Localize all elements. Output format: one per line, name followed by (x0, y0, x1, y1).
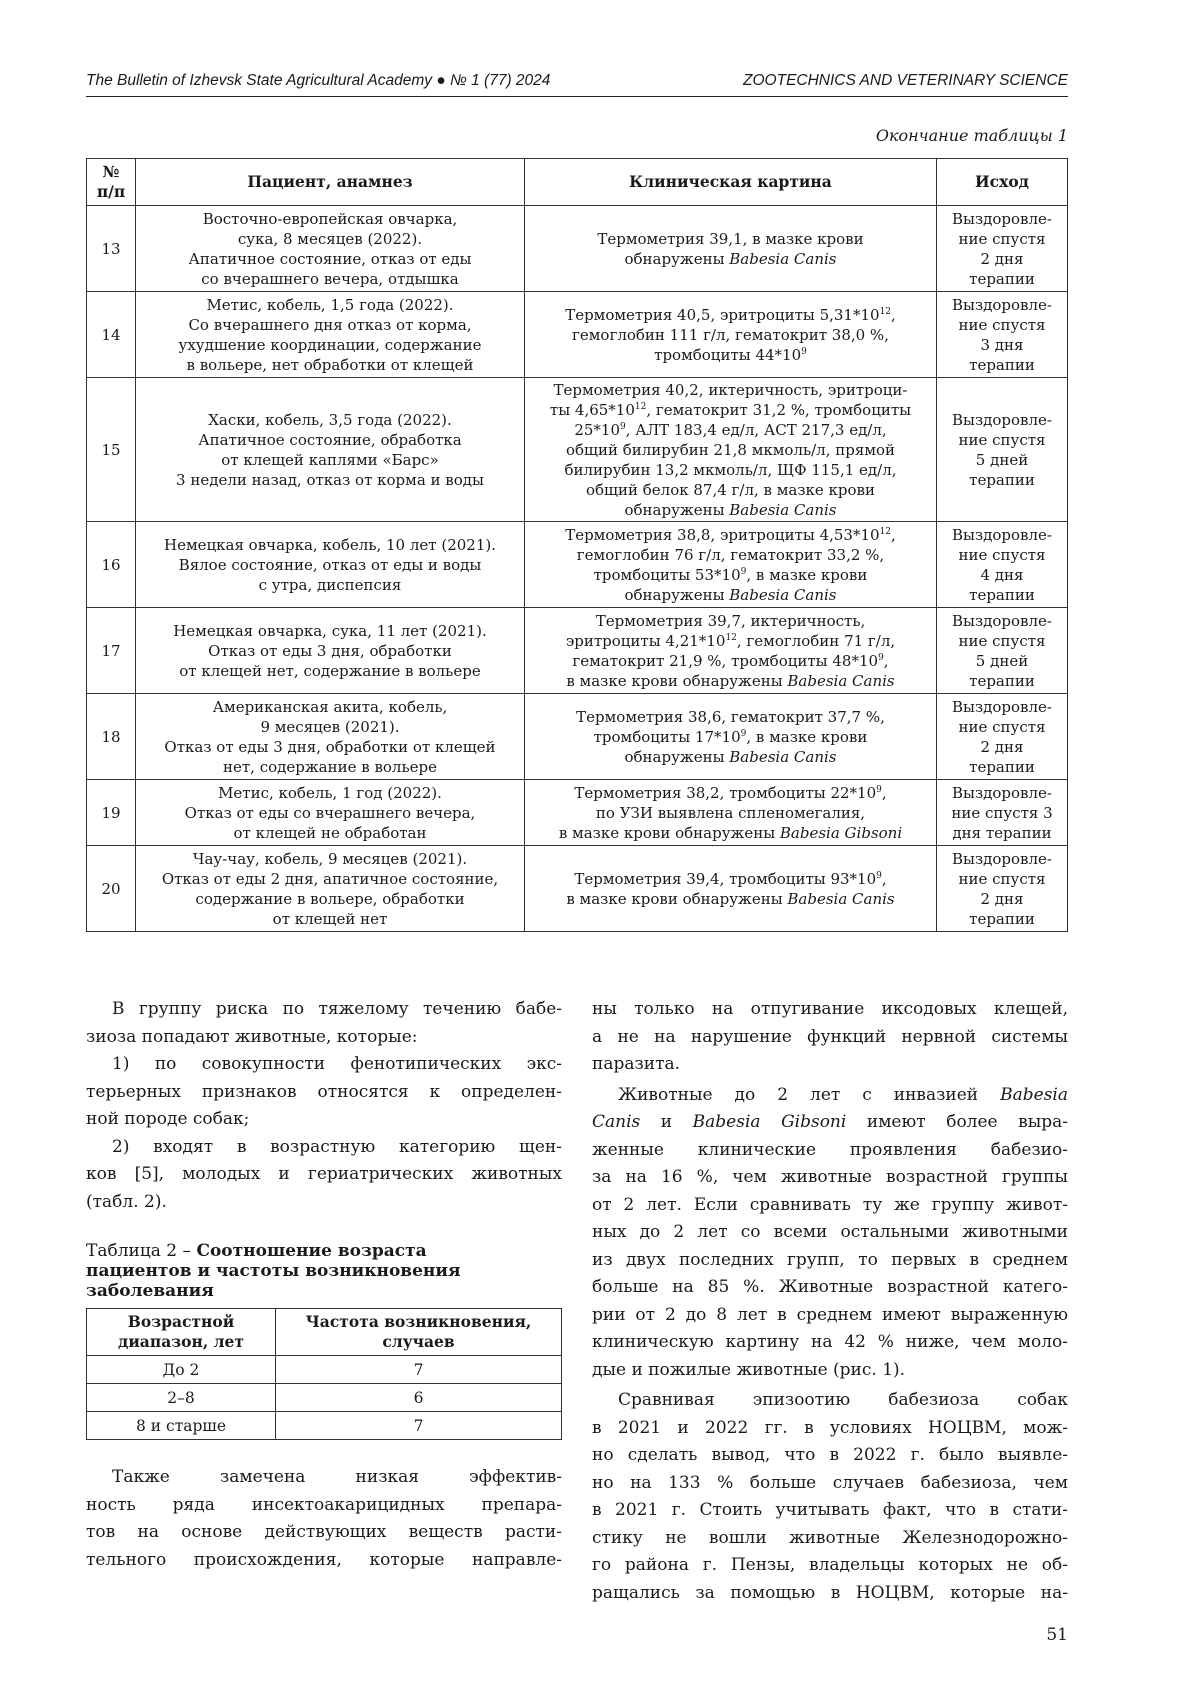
patient-cell (136, 378, 525, 522)
cell-line: $25*10^9$, АЛТ 183,4 ед/л, АСТ 217,3 ед/л, (574, 420, 887, 439)
text-line: но сделать вывод, что в 2022 г. было выявле- (592, 1445, 1068, 1465)
text-line: а не на нарушение функций нервной системы (592, 1026, 1068, 1047)
caption-title-line: пациентов и частоты возникновения (86, 1261, 461, 1281)
row-number: 14 (87, 292, 136, 378)
text-line: В группу риска по тяжелому течению бабе- (112, 999, 562, 1019)
cell-line: Выздоровле- (952, 295, 1052, 314)
cell-line: Выздоровле- (952, 209, 1052, 228)
age-range-cell: 8 и старше (87, 1412, 276, 1440)
cell-line: от клещей каплями «Барс» (221, 450, 439, 469)
cell-line: Вялое состояние, отказ от еды и воды (178, 555, 482, 574)
cell-line: Метис, кобель, 1 год (2022). (218, 783, 442, 802)
cell-line: терапии (969, 269, 1035, 288)
patient-cell (136, 292, 525, 378)
text-line: го района г. Пензы, владельцы которых не об- (592, 1555, 1068, 1575)
text-line: от 2 лет. Если сравнивать ту же группу живот- (592, 1194, 1068, 1215)
cell-line: в мазке крови обнаружены Babesia Canis (566, 671, 895, 690)
cell-line: сука, 8 месяцев (2022). (237, 229, 423, 248)
journal-title: The Bulletin of Izhevsk State Agricultural Academy ● № 1 (77) 2024 (86, 72, 551, 89)
outcome-cell (937, 780, 1068, 846)
cell-line: ние спустя (958, 717, 1046, 736)
clinical-cell (525, 846, 937, 932)
table-row (87, 780, 1068, 846)
cell-line: ние спустя (958, 869, 1046, 888)
cell-line: Отказ от еды 3 дня, обработки от клещей (164, 737, 496, 756)
cell-line: тромбоциты $44*10^9$ (654, 345, 807, 364)
text-line: клиническую картину на 42 % ниже, чем моло- (592, 1332, 1068, 1352)
text-line: Также замечена низкая эффектив- (112, 1467, 562, 1487)
clinical-cell (525, 522, 937, 608)
cell-line: общий белок 87,4 г/л, в мазке крови (586, 480, 875, 499)
cell-line: 4 дня (980, 565, 1024, 584)
cell-line: обнаружены Babesia Canis (624, 500, 837, 519)
cell-line: Американская акита, кобель, (212, 697, 448, 716)
text-line: в 2021 и 2022 гг. в условиях НОЦВМ, мож- (592, 1417, 1068, 1438)
text-line: тельного происхождения, которые направле- (86, 1549, 562, 1570)
text-line: (табл. 2). (86, 1191, 167, 1212)
cell-line: 5 дней (975, 651, 1029, 670)
cell-line: Со вчерашнего дня отказ от корма, (188, 315, 472, 334)
outcome-cell (937, 846, 1068, 932)
age-range-cell: 2–8 (87, 1384, 276, 1412)
text-line: 1) по совокупности фенотипических экс- (112, 1054, 562, 1074)
cell-line: Восточно-европейская овчарка, (202, 209, 458, 228)
cell-line: Немецкая овчарка, кобель, 10 лет (2021). (163, 535, 496, 554)
row-number: 17 (87, 608, 136, 694)
cell-line: содержание в вольере, обработки (195, 889, 465, 908)
row-number: 19 (87, 780, 136, 846)
cell-line: 3 недели назад, отказ от корма и воды (176, 470, 484, 489)
cell-line: Термометрия 40,2, иктеричность, эритроци- (553, 380, 908, 399)
row-number: 15 (87, 378, 136, 522)
table-row (87, 608, 1068, 694)
patient-cell (136, 780, 525, 846)
cell-line: в вольере, нет обработки от клещей (186, 355, 474, 374)
cell-line: терапии (969, 470, 1035, 489)
clinical-cell (525, 206, 937, 292)
cell-line: Термометрия 38,8, эритроциты $4,53*10^{12}$, (565, 525, 896, 544)
cell-line: гемоглобин 76 г/л, гематокрит 33,2 %, (576, 545, 885, 564)
cell-line: тромбоциты $53*10^9$, в мазке крови (593, 565, 868, 584)
clinical-cell (525, 694, 937, 780)
row-number: 13 (87, 206, 136, 292)
text-line: Животные до 2 лет с инвазией Babesia (618, 1084, 1068, 1105)
paragraph-age-analysis (592, 1082, 1068, 1385)
cell-line: Термометрия 39,4, тромбоциты $93*10^9$, (574, 869, 887, 888)
text-line: ны только на отпугивание иксодовых клещей, (592, 999, 1068, 1019)
patient-cell (136, 522, 525, 608)
cell-line: Отказ от еды 2 дня, апатичное состояние, (161, 869, 499, 888)
cell-line: 2 дня (980, 737, 1024, 756)
frequency-cell: 7 (276, 1412, 562, 1440)
list-item-1 (86, 1051, 562, 1134)
cell-line: Термометрия 40,5, эритроциты $5,31*10^{12}$, (565, 305, 896, 324)
patient-cell (136, 694, 525, 780)
clinical-cell (525, 292, 937, 378)
col-header-age-range: Возрастной диапазон, лет (87, 1309, 276, 1356)
text-line: в 2021 г. Стоить учитывать факт, что в стати- (592, 1500, 1068, 1520)
table-row (87, 1356, 562, 1384)
cell-line: в мазке крови обнаружены Babesia Canis (566, 889, 895, 908)
table-row (87, 522, 1068, 608)
cell-line: 3 дня (980, 335, 1024, 354)
cell-line: Хаски, кобель, 3,5 года (2022). (208, 410, 452, 429)
row-number: 18 (87, 694, 136, 780)
cell-line: ние спустя 3 (951, 803, 1053, 822)
col-header-outcome: Исход (937, 159, 1068, 206)
cell-line: терапии (969, 355, 1035, 374)
list-item-2 (86, 1134, 562, 1217)
cell-line: эритроциты $4,21*10^{12}$, гемоглобин 71 г/л, (565, 631, 896, 650)
cell-line: 2 дня (980, 889, 1024, 908)
patient-cell (136, 206, 525, 292)
paragraph-epizootic (592, 1387, 1068, 1607)
text-line: стику не вошли животные Железнодорожно- (592, 1527, 1068, 1548)
table-row (87, 846, 1068, 932)
row-number: 20 (87, 846, 136, 932)
text-line: Canis и Babesia Gibsoni имеют более выра- (592, 1112, 1069, 1132)
cell-line: ухудшение координации, содержание (178, 335, 482, 354)
cell-line: обнаружены Babesia Canis (624, 747, 837, 766)
cell-line: обнаружены Babesia Canis (624, 249, 837, 268)
table-1 (86, 158, 1068, 932)
text-line: женные клинические проявления бабезио- (592, 1139, 1068, 1160)
cell-line: 5 дней (975, 450, 1029, 469)
text-line: Сравнивая эпизоотию бабезиоза собак (618, 1390, 1068, 1410)
cell-line: Термометрия 39,1, в мазке крови (597, 229, 864, 248)
cell-line: Чау-чау, кобель, 9 месяцев (2021). (192, 849, 468, 868)
cell-line: общий билирубин 21,8 мкмоль/л, прямой (565, 440, 896, 459)
cell-line: Апатичное состояние, обработка (198, 430, 462, 449)
cell-line: с утра, диспепсия (258, 575, 402, 594)
clinical-cell (525, 780, 937, 846)
text-line: больше на 85 %. Животные возрастной катего- (592, 1277, 1068, 1297)
cell-line: обнаружены Babesia Canis (624, 585, 837, 604)
text-line: тов на основе действующих веществ расти- (86, 1522, 562, 1542)
cell-line: Выздоровле- (952, 849, 1052, 868)
cell-line: ние спустя (958, 545, 1046, 564)
left-column (86, 996, 562, 1574)
text-line: дые и пожилые животные (рис. 1). (592, 1359, 906, 1380)
cell-line: Выздоровле- (952, 525, 1052, 544)
cell-line: дня терапии (952, 823, 1052, 842)
cell-line: тромбоциты $17*10^9$, в мазке крови (593, 727, 868, 746)
page-number: 51 (1046, 1625, 1068, 1645)
cell-line: терапии (969, 757, 1035, 776)
cell-line: по УЗИ выявлена спленомегалия, (595, 803, 866, 822)
table-row (87, 206, 1068, 292)
cell-line: терапии (969, 909, 1035, 928)
table-row (87, 1412, 562, 1440)
cell-line: от клещей нет, содержание в вольере (179, 661, 481, 680)
cell-line: гематокрит 21,9 %, тромбоциты $48*10^9$, (572, 651, 889, 670)
cell-line: Термометрия 38,2, тромбоциты $22*10^9$, (574, 783, 887, 802)
table-row (87, 378, 1068, 522)
cell-line: от клещей нет (272, 909, 388, 928)
table-row (87, 292, 1068, 378)
table-header-row (87, 1309, 562, 1356)
cell-line: со вчерашнего вечера, отдышка (201, 269, 459, 288)
cell-line: ние спустя (958, 430, 1046, 449)
outcome-cell (937, 378, 1068, 522)
outcome-cell (937, 694, 1068, 780)
cell-line: гемоглобин 111 г/л, гематокрит 38,0 %, (572, 325, 889, 344)
text-line: ной породе собак; (86, 1109, 250, 1129)
cell-line: 9 месяцев (2021). (260, 717, 400, 736)
table-row (87, 1384, 562, 1412)
cell-line: нет, содержание в вольере (223, 757, 437, 776)
caption-prefix: Таблица 2 – (86, 1241, 197, 1261)
cell-line: ние спустя (958, 229, 1046, 248)
paragraph-continuation (592, 996, 1068, 1079)
running-header (86, 70, 1068, 97)
outcome-cell (937, 608, 1068, 694)
section-title: ZOOTECHNICS AND VETERINARY SCIENCE (743, 72, 1068, 89)
table-header-row (87, 159, 1068, 206)
text-line: ращались за помощью в НОЦВМ, которые на- (592, 1582, 1068, 1603)
cell-line: Выздоровле- (952, 783, 1052, 802)
text-line: рии от 2 до 8 лет в среднем имеют выраженную (592, 1304, 1068, 1325)
text-line: паразита. (592, 1054, 681, 1074)
cell-line: Отказ от еды со вчерашнего вечера, (184, 803, 476, 822)
table-2-caption (86, 1241, 562, 1301)
cell-line: Немецкая овчарка, сука, 11 лет (2021). (173, 621, 487, 640)
cell-line: Выздоровле- (952, 410, 1052, 429)
outcome-cell (937, 522, 1068, 608)
cell-line: Метис, кобель, 1,5 года (2022). (206, 295, 454, 314)
outcome-cell (937, 292, 1068, 378)
cell-line: ние спустя (958, 315, 1046, 334)
row-number: 16 (87, 522, 136, 608)
cell-line: ние спустя (958, 631, 1046, 650)
table-2 (86, 1308, 562, 1440)
age-range-cell: До 2 (87, 1356, 276, 1384)
clinical-cell (525, 608, 937, 694)
patient-cell (136, 846, 525, 932)
clinical-cell (525, 378, 937, 522)
text-line: ных до 2 лет со всеми остальными животными (592, 1222, 1068, 1242)
cell-line: Отказ от еды 3 дня, обработки (208, 641, 452, 660)
text-line: терьерных признаков относятся к определен- (86, 1081, 562, 1102)
text-line: из двух последних групп, то первых в среднем (592, 1249, 1068, 1270)
cell-line: Выздоровле- (952, 697, 1052, 716)
cell-line: билирубин 13,2 мкмоль/л, ЩФ 115,1 ед/л, (564, 460, 897, 479)
col-header-patient: Пациент, анамнез (136, 159, 525, 206)
cell-line: Термометрия 38,6, гематокрит 37,7 %, (576, 707, 885, 726)
frequency-cell: 6 (276, 1384, 562, 1412)
paragraph-risk-group (86, 996, 562, 1051)
caption-title-line: Соотношение возраста (196, 1241, 427, 1261)
text-line: за на 16 %, чем животные возрастной группы (592, 1167, 1068, 1187)
cell-line: ты $4,65*10^{12}$, гематокрит 31,2 %, тромбоциты (549, 400, 912, 419)
text-line: ков [5], молодых и гериатрических животных (86, 1164, 562, 1184)
outcome-cell (937, 206, 1068, 292)
col-header-clinical: Клиническая картина (525, 159, 937, 206)
table-continuation-label: Окончание таблицы 1 (875, 126, 1068, 145)
cell-line: Термометрия 39,7, иктеричность, (595, 611, 866, 630)
col-header-frequency: Частота возникновения, случаев (276, 1309, 562, 1356)
cell-line: в мазке крови обнаружены Babesia Gibsoni (558, 823, 903, 842)
text-line: но на 133 % больше случаев бабезиоза, чем (592, 1472, 1068, 1493)
cell-line: Выздоровле- (952, 611, 1052, 630)
cell-line: 2 дня (980, 249, 1024, 268)
patient-cell (136, 608, 525, 694)
paragraph-insecticide (86, 1464, 562, 1574)
col-header-number: № п/п (87, 159, 136, 206)
text-line: 2) входят в возрастную категорию щен- (112, 1136, 562, 1157)
cell-line: от клещей не обработан (233, 823, 427, 842)
text-line: ность ряда инсектоакарицидных препара- (86, 1494, 562, 1515)
right-column (592, 996, 1068, 1607)
frequency-cell: 7 (276, 1356, 562, 1384)
cell-line: терапии (969, 671, 1035, 690)
text-line: зиоза попадают животные, которые: (86, 1026, 418, 1047)
table-row (87, 694, 1068, 780)
cell-line: Апатичное состояние, отказ от еды (188, 249, 472, 268)
caption-title-line: заболевания (86, 1281, 214, 1301)
cell-line: терапии (969, 585, 1035, 604)
